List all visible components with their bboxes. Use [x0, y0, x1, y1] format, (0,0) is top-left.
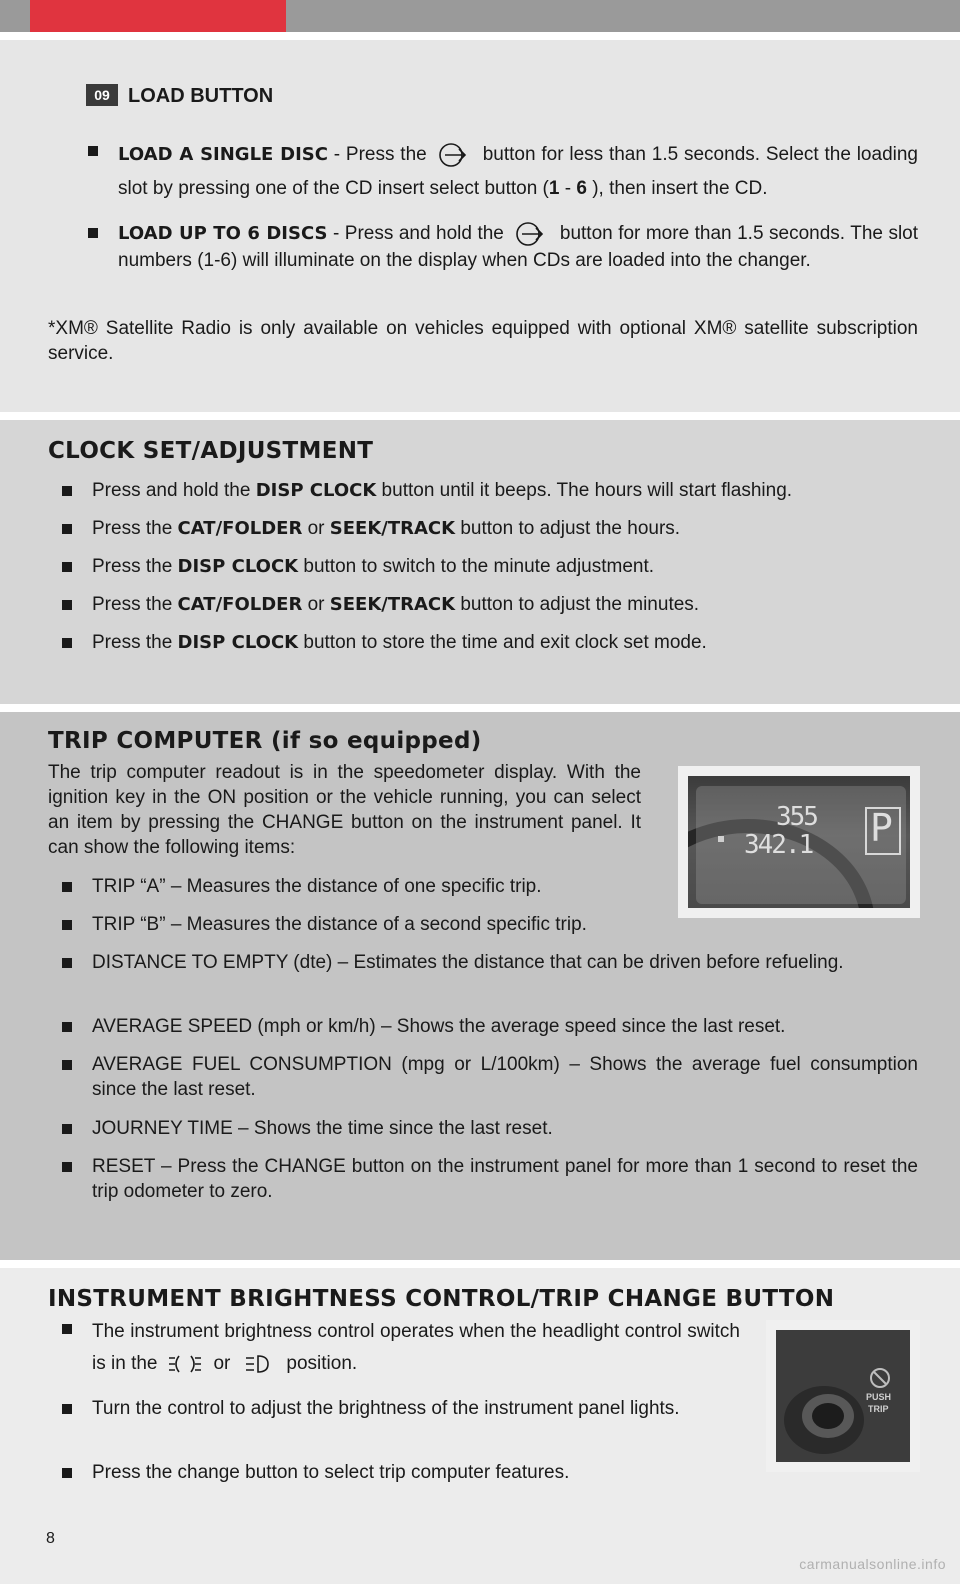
trip-item-2: TRIP “B” – Measures the distance of a second specific trip. — [62, 912, 918, 937]
bullet-icon — [62, 524, 72, 534]
bullet-icon — [88, 228, 98, 238]
knob-image — [776, 1330, 910, 1462]
top-bar-accent — [30, 0, 286, 32]
clock-item-5: Press the DISP CLOCK button to store the time and exit clock set mode. — [62, 630, 918, 655]
display-top-value: 355 — [776, 802, 817, 832]
knob-label-trip: TRIP — [868, 1404, 889, 1414]
page-number: 8 — [46, 1530, 55, 1547]
load-icon — [435, 141, 475, 169]
bullet-icon — [62, 562, 72, 572]
speedometer-display — [688, 776, 910, 908]
trip-item-1: TRIP “A” – Measures the distance of one specific trip. — [62, 874, 918, 899]
brightness-heading: INSTRUMENT BRIGHTNESS CONTROL/TRIP CHANGE BUTTON — [48, 1286, 835, 1312]
knob-label-push: PUSH — [866, 1392, 892, 1402]
load-single-disc-item: LOAD A SINGLE DISC - Press the button for less than 1.5 seconds. Select the loading slot by pressing one of the CD insert select button (1 - 6 ), then insert the CD. — [62, 138, 918, 206]
load-icon — [512, 220, 552, 248]
trip-heading: TRIP COMPUTER (if so equipped) — [48, 728, 482, 754]
trip-display-photo — [678, 766, 920, 918]
bullet-icon — [62, 958, 72, 968]
headlight-icon — [238, 1350, 278, 1378]
bullet-icon — [62, 1124, 72, 1134]
display-bottom-value: 342.1 — [744, 830, 813, 860]
bullet-icon — [62, 638, 72, 648]
bullet-icon — [62, 1022, 72, 1032]
load-single-disc-key: LOAD A SINGLE DISC — [118, 144, 328, 165]
brightness-item-1: The instrument brightness control operates when the headlight control switch is in the or position. — [62, 1316, 740, 1380]
trip-item-7: RESET – Press the CHANGE button on the instrument panel for more than 1 second to reset the trip odometer to zero. — [62, 1154, 918, 1204]
trip-intro: The trip computer readout is in the speedometer display. With the ignition key in the ON position or the vehicle running, you can select an item by pressing the CHANGE button on the instrument panel. It can show the following items: — [48, 762, 641, 858]
bullet-icon — [62, 486, 72, 496]
display-gear: P — [870, 806, 893, 850]
bullet-icon — [62, 1324, 72, 1334]
clock-heading: CLOCK SET/ADJUSTMENT — [48, 438, 374, 464]
bullet-icon — [62, 882, 72, 892]
clock-item-4: Press the CAT/FOLDER or SEEK/TRACK button to adjust the minutes. — [62, 592, 918, 617]
bullet-icon — [62, 600, 72, 610]
section-number-badge: 09 — [86, 84, 118, 106]
top-bar — [0, 0, 960, 32]
trip-item-5: AVERAGE FUEL CONSUMPTION (mpg or L/100km) – Shows the average fuel consumption since the last reset. — [62, 1052, 918, 1102]
bullet-icon — [62, 920, 72, 930]
load-six-discs-key: LOAD UP TO 6 DISCS — [118, 223, 328, 245]
bullet-icon — [88, 146, 98, 156]
trip-item-4: AVERAGE SPEED (mph or km/h) – Shows the average speed since the last reset. — [62, 1014, 918, 1039]
bullet-icon — [62, 1404, 72, 1414]
xm-note: *XM® Satellite Radio is only available on vehicles equipped with optional XM® satellite subscription service. — [48, 318, 918, 364]
brightness-item-3: Press the change button to select trip computer features. — [62, 1460, 740, 1485]
clock-item-2: Press the CAT/FOLDER or SEEK/TRACK button to adjust the hours. — [62, 516, 918, 541]
clock-section — [0, 420, 960, 704]
bullet-icon — [62, 1468, 72, 1478]
brightness-knob-photo — [766, 1320, 920, 1472]
trip-item-6: JOURNEY TIME – Shows the time since the last reset. — [62, 1116, 918, 1141]
brightness-item-2: Turn the control to adjust the brightness of the instrument panel lights. — [62, 1396, 740, 1421]
trip-item-3: DISTANCE TO EMPTY (dte) – Estimates the distance that can be driven before refueling. — [62, 950, 918, 975]
watermark: carmanualsonline.info — [799, 1556, 946, 1572]
load-button-heading: LOAD BUTTON — [128, 85, 274, 107]
parking-lights-icon — [165, 1350, 205, 1378]
load-six-discs-item: LOAD UP TO 6 DISCS - Press and hold the button for more than 1.5 seconds. The slot numbers (1-6) will illuminate on the display when CDs are loaded into the changer. — [62, 220, 918, 273]
bullet-icon — [62, 1162, 72, 1172]
bullet-icon — [62, 1060, 72, 1070]
clock-item-1: Press and hold the DISP CLOCK button until it beeps. The hours will start flashing. — [62, 478, 918, 503]
load-section — [0, 40, 960, 412]
clock-item-3: Press the DISP CLOCK button to switch to the minute adjustment. — [62, 554, 918, 579]
